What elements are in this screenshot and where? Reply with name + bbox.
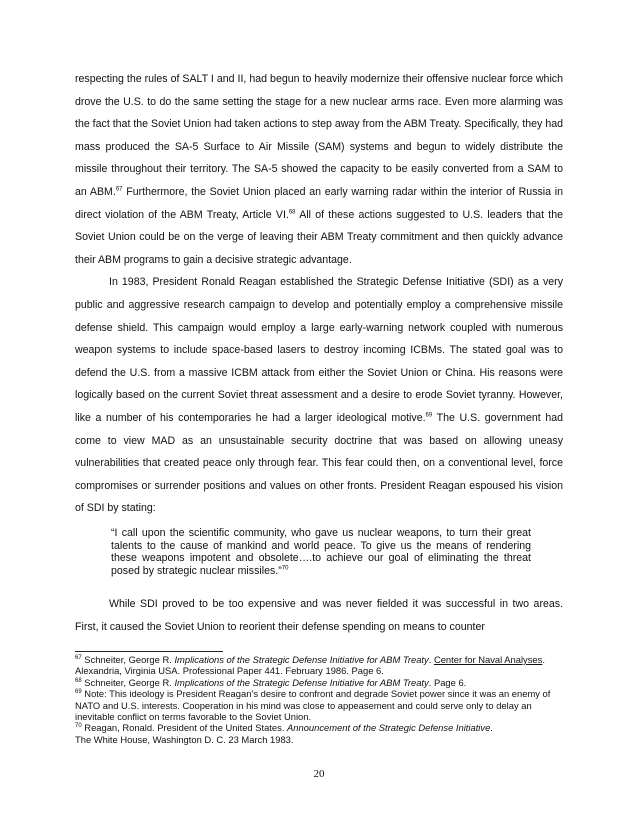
- body-text: [75, 68, 563, 520]
- footnote-ref-70[interactable]: 70: [281, 565, 289, 572]
- paragraph-3: While SDI proved to be too expensive and was never fielded it was successful in two areas. First, it caused the Soviet Union to reorient their defense spending on means to counter: [75, 598, 563, 633]
- footnote-ref-67[interactable]: 67: [115, 186, 123, 193]
- footnote-separator: [75, 651, 223, 652]
- block-quote: “I call upon the scientific community, who gave us nuclear weapons, to turn their great talents to the cause of mankind and world peace. To give us the means of rendering these weapons impotent and obsolete….to achieve our goal of eliminating the threat posed by strategic nuclear missiles.”$^{70}$: [111, 527, 531, 577]
- footnote-ref-68[interactable]: 68: [288, 209, 296, 216]
- footnote-67: $^{67}$ Schneiter, George R. Implications of the Strategic Defense Initiative for ABM Treaty. Center for Naval Analyses. Alexandria, Virginia USA. Professional Paper 441. February 1986. Page 6.: [75, 654, 545, 677]
- page-number: 20: [313, 768, 325, 780]
- footnote-ref-69[interactable]: 69: [425, 412, 433, 419]
- paragraph-1: respecting the rules of SALT I and II, had begun to heavily modernize their offensive nuclear force which drove the U.S. to do the same setting the stage for a new nuclear arms race. Even more alarming was the fact that the Soviet Union had taken actions to step away from the ABM Treaty. Specifically, they had mass produced the SA-5 Surface to Air Missile (SAM) systems and begun to widely distribute the missile throughout their territory. The SA-5 showed the capacity to be easily converted from a SAM to an ABM.$^{67}$ Furthermore, the Soviet Union placed an early warning radar within the interior of Russia in direct violation of the ABM Treaty, Article VI.$^{68}$ All of these actions suggested to U.S. leaders that the Soviet Union could be on the verge of leaving their ABM Treaty commitment and then quickly advance their ABM programs to gain a decisive strategic advantage.: [75, 73, 564, 266]
- footnotes: [75, 654, 565, 745]
- footnote-70: $^{70}$ Reagan, Ronald. President of the United States. Announcement of the Strategic Defense Initiative. The White House, Washington D. C. 23 March 1983.: [75, 722, 493, 745]
- footnote-69: $^{69}$ Note: This ideology is President Reagan’s desire to confront and degrade Soviet power since it was an enemy of NATO and U.S. interests. Cooperation in his mind was close to appeasement and could serve only to delay an inevitable conflict on terms favorable to the Soviet Union.: [75, 688, 551, 723]
- body-text-continued: [75, 593, 563, 638]
- footnote-link[interactable]: Center for Naval Analyses: [433, 654, 543, 665]
- paragraph-2: In 1983, President Ronald Reagan established the Strategic Defense Initiative (SDI) as a very public and aggressive research campaign to develop and potentially employ a comprehensive missile defense shield. This campaign would employ a large early-warning network coupled with numerous weapon systems to include space-based lasers to destroy incoming ICBMs. The stated goal was to defend the U.S. from a massive ICBM attack from either the Soviet Union or China. His reasons were logically based on the current Soviet threat assessment and a desire to erode Soviet tyranny. However, like a number of his contemporaries he had a larger ideological motive.$^{69}$ The U.S. government had come to view MAD as an unsustainable security doctrine that was based on allowing uneasy vulnerabilities that created peace only through fear. This fear could then, on a conventional level, force compromises or surrender positions and values on other fronts. President Reagan espoused his vision of SDI by stating:: [75, 276, 563, 515]
- footnote-68: $^{68}$ Schneiter, George R. Implications of the Strategic Defense Initiative for ABM Treaty. Page 6.: [75, 676, 467, 688]
